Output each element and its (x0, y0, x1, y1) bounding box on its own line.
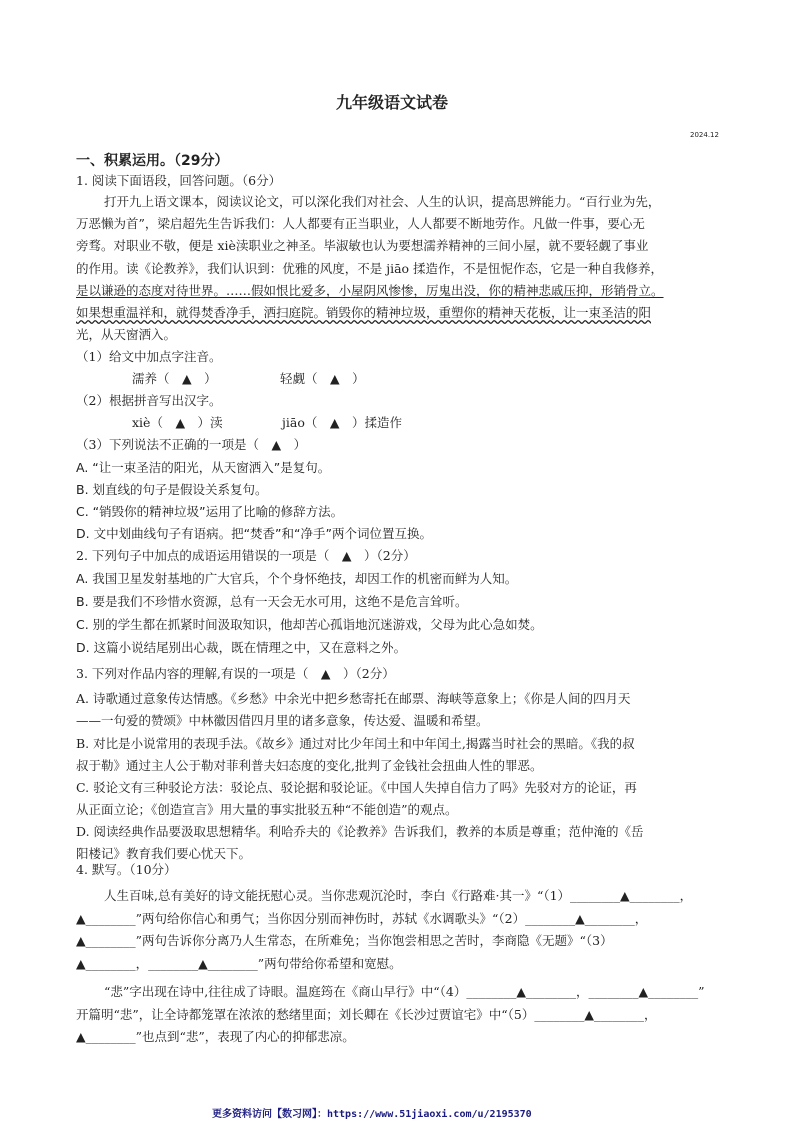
q1-passage-line: 万恶懒为首”，梁启超先生告诉我们：人人都要有正当职业，人人都要不断地劳作。凡做一件事，要心无 (76, 216, 645, 231)
q2-stem: 2. 下列句子中加点的成语运用错误的一项是（ ▲ ）（2分） (76, 548, 416, 563)
q3-stem: 3. 下列对作品内容的理解,有误的一项是（ ▲ ）（2分） (76, 666, 395, 681)
page-title: 九年级语文试卷 (336, 93, 449, 112)
q3-line: A. 诗歌通过意象传达情感。《乡愁》中余光中把乡愁寄托在邮票、海峡等意象上；《你是人间的四月天 (76, 691, 631, 706)
q1-option-c: C. “销毁你的精神垃圾”运用了比喻的修辞方法。 (76, 504, 344, 519)
q1-passage-line: 的作用。读《论教养》，我们认识到：优雅的风度，不是 jiāo 揉造作，不是忸怩作态，它是一种自我修养， (76, 261, 664, 276)
q3-line: B. 对比是小说常用的表现手法。《故乡》通过对比少年闰土和中年闰土,揭露当时社会的黑暗。《我的叔 (76, 736, 635, 751)
q2-option-b: B. 要是我们不珍惜水资源，总有一天会无水可用，这绝不是危言耸听。 (76, 594, 468, 609)
q4-line: ▲________，________▲________”两句带给你希望和宽慰。 (76, 956, 402, 971)
q3-line: D. 阅读经典作品要汲取思想精华。利哈乔夫的《论教养》告诉我们，教养的本质是尊重；范仲淹的《岳 (76, 824, 644, 839)
q3-line: 阳楼记》教育我们要心忧天下。 (76, 846, 252, 861)
footer-link[interactable]: 更多资料访问【数习网】：https://www.51jiaoxi.com/u/2195370 (212, 1109, 532, 1120)
q4-line: ▲________”两句给你信心和勇气；当你因分别而神伤时，苏轼《水调歌头》“（2）________▲________， (76, 911, 648, 926)
section-heading: 一、积累运用。（29分） (76, 153, 229, 169)
q3-line: 叔于勒》通过主人公于勒对菲利普夫妇态度的变化,批判了金钱社会扭曲人性的罪恶。 (76, 758, 543, 773)
q4-stem: 4. 默写。（10分） (76, 862, 177, 877)
q2-option-d: D. 这篇小说结尾别出心裁，既在情理之中，又在意料之外。 (76, 640, 407, 655)
q1-passage-line-wavy: 如果想重温祥和，就得焚香净手，洒扫庭院。销毁你的精神垃圾，重塑你的精神天花板，让一束圣洁的阳 (76, 305, 652, 320)
q4-line: ▲________”也点到“悲”，表现了内心的抑郁悲凉。 (76, 1029, 355, 1044)
q2-option-c: C. 别的学生都在抓紧时间汲取知识，他却苦心孤诣地沉迷游戏，父母为此心急如焚。 (76, 617, 543, 632)
q1-sub2: （2）根据拼音写出汉字。 (76, 393, 222, 408)
q1-stem: 1. 阅读下面语段，回答问题。（6分） (76, 173, 282, 188)
q3-line: C. 驳论文有三种驳论方法：驳论点、驳论据和驳论证。《中国人失掉自信力了吗》先驳对方的论证，再 (76, 780, 637, 795)
q4-line: 人生百味,总有美好的诗文能抚慰心灵。当你悲观沉沦时，李白《行路难·其一》“（1）________▲________， (104, 888, 693, 903)
q1-sub1-b: 轻觑（ ▲ ） (280, 371, 365, 386)
q1-option-b: B. 划直线的句子是假设关系复句。 (76, 482, 268, 497)
q4-line: “悲”字出现在诗中,往往成了诗眼。温庭筠在《商山早行》中“（4）________▲________，________▲________” (104, 984, 705, 999)
q3-line: 从正面立论；《创造宣言》用大量的事实批驳五种“不能创造”的观点。 (76, 802, 458, 817)
q2-option-a: A. 我国卫星发射基地的广大官兵，个个身怀绝技，却因工作的机密而鲜为人知。 (76, 571, 518, 586)
q1-sub1-a: 濡养（ ▲ ） (132, 371, 217, 386)
q1-passage-line: 打开九上语文课本，阅读议论文，可以深化我们对社会、人生的认识，提高思辨能力。“百行业为先， (104, 194, 661, 209)
exam-date: 2024.12 (690, 131, 719, 139)
q3-line: ——一句爱的赞颂》中林徽因借四月里的诸多意象，传达爱、温暖和希望。 (76, 713, 489, 728)
q1-sub3: （3）下列说法不正确的一项是（ ▲ ） (76, 437, 307, 452)
q1-passage-line: 旁骛。对职业不敬，便是 xiè渎职业之神圣。毕淑敏也认为要想濡养精神的三间小屋，就不要轻觑了事业 (76, 238, 649, 253)
q1-sub2-b: jiāo（ ▲ ）揉造作 (282, 415, 402, 430)
q1-passage-line-underlined: 是以谦逊的态度对待世界。……假如恨比爱多，小屋阴风惨惨，厉鬼出没，你的精神悲戚压抑，形销骨立。 (76, 283, 664, 298)
q1-sub2-a: xiè（ ▲ ）渎 (132, 415, 223, 430)
q1-sub1: （1）给文中加点字注音。 (76, 349, 222, 364)
q1-option-a: A. “让一束圣洁的阳光，从天窗洒入”是复句。 (76, 460, 331, 475)
q4-line: ▲________”两句告诉你分离乃人生常态，在所难免；当你饱尝相思之苦时，李商隐《无题》“（3） (76, 933, 613, 948)
q1-passage-line: 光，从天窗洒入。 (76, 327, 177, 342)
q1-option-d: D. 文中划曲线句子有语病。把“焚香”和“净手”两个词位置互换。 (76, 526, 432, 541)
q4-line: 开篇明“悲”，让全诗都笼罩在浓浓的愁绪里面；刘长卿在《长沙过贾谊宅》中“（5）________▲________， (76, 1007, 657, 1022)
